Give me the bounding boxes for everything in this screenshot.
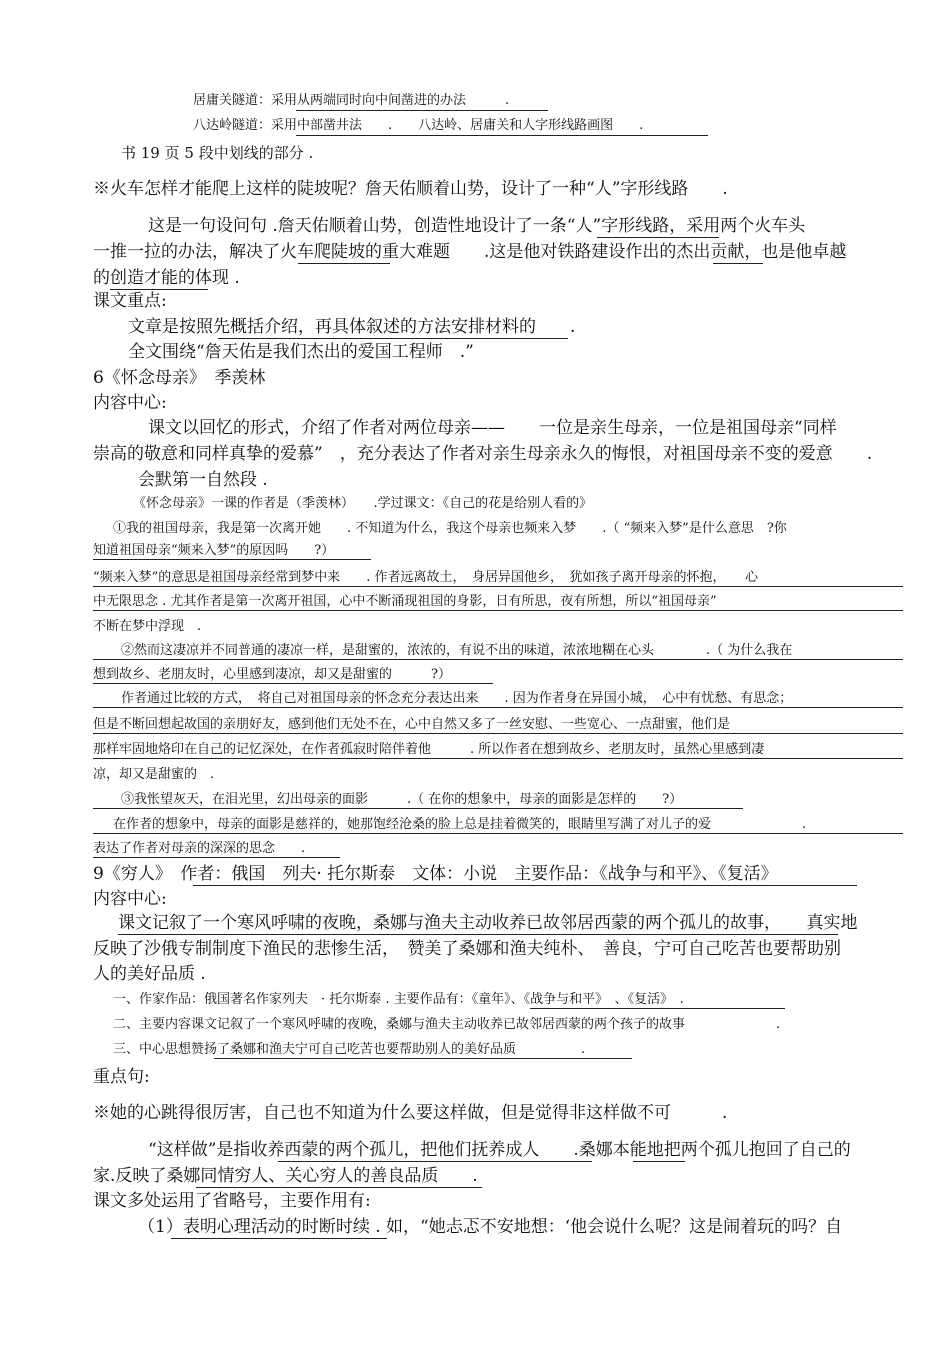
underline (597, 237, 719, 238)
section-key-points: 课文重点: (93, 291, 167, 311)
underline (93, 808, 743, 809)
underline (278, 1161, 592, 1162)
underline (93, 707, 903, 708)
answer-1-line-1: “频来入梦”的意思是祖国母亲经常到梦中来 . 作者远离故土， 身居异国他乡， 犹如孩子离开母亲的怀抱， 心 (93, 570, 759, 585)
key-point-1: 文章是按照先概括介绍，再具体叙述的方法安排材料的 . (128, 317, 576, 337)
content-center-heading: 内容中心: (93, 393, 167, 413)
answer-1-line-3: 不断在梦中浮现 . (93, 619, 202, 634)
underline (218, 338, 568, 339)
underline (196, 1187, 482, 1188)
underline (93, 659, 903, 660)
underline (296, 110, 548, 111)
quote-2: ②然而这凄凉并不同普通的凄凉一样，是甜蜜的，浓浓的，有说不出的味道，浓浓地糊在心头 .（ 为什么我在 (121, 643, 793, 658)
lesson-9-center-1: 课文记叙了一个寒风呼啸的夜晚，桑娜与渔夫主动收养已故邻居西蒙的两个孤儿的故事， 真实地 (118, 913, 858, 933)
ellipsis-usage-heading: 课文多处运用了省略号，主要作用有: (93, 1191, 371, 1211)
tunnel-juyongguan: 居庸关隧道：采用从两端同时向中间凿进的办法 . (193, 93, 510, 108)
answer-2-line-1: 作者通过比较的方式， 将自己对祖国母亲的怀念充分表达出来 . 因为作者身在异国小城， 心中有忧愁、有思念； (121, 691, 793, 706)
key-sentence-answer-1: “这样做”是指收养西蒙的两个孤儿，把他们抚养成人 .桑娜本能地把两个孤儿抱回了自己的 (148, 1140, 851, 1160)
textbook-reference: 书 19 页 5 段中划线的部分 . (121, 144, 314, 162)
underline (171, 1238, 387, 1239)
underline (633, 1161, 685, 1162)
lesson-9-title: 9《穷人》 作者：俄国 列夫· 托尔斯泰 文体：小说 主要作品：《战争与和平》、《复活》 (93, 864, 778, 884)
question-slope: ※火车怎样才能爬上这样的陡坡呢？詹天佑顺着山势，设计了一种“人”字形线路 . (93, 179, 728, 199)
underline (93, 586, 903, 587)
lesson-9-center-2: 反映了沙俄专制制度下渔民的悲惨生活， 赞美了桑娜和渔夫纯朴、 善良，宁可自己吃苦也要帮助别 (93, 939, 841, 959)
answer-2-line-3: 那样牢固地烙印在自己的记忆深处，在作者孤寂时陪伴着他 . 所以作者在想到故乡、老朋友时，虽然心里感到凄 (93, 742, 765, 757)
outline-3-theme: 三、中心思想赞扬了桑娜和渔夫宁可自己吃苦也要帮助别人的美好品质 . (113, 1042, 586, 1057)
answer-1-line-2: 中无限思念 . 尤其作者是第一次离开祖国，心中不断涌现祖国的身影，日有所思，夜有所想，所以“祖国母亲” (93, 594, 717, 609)
lesson-9-key-sentences: 重点句: (93, 1067, 150, 1087)
underline (118, 934, 838, 935)
answer-line-3: 的创造才能的体现 . (93, 268, 240, 288)
answer-3-line-1: 在作者的想象中，母亲的面影是慈祥的，她那饱经沧桑的脸上总是挂着微笑的，眼睛里写满了对儿子的爱 . (113, 817, 807, 832)
underline (713, 263, 763, 264)
lesson-6-title: 6《怀念母亲》 季羡林 (93, 368, 266, 388)
underline (93, 683, 493, 684)
answer-line-1: 这是一句设问句 .詹天佑顺着山势，创造性地设计了一条“人”字形线路，采用两个火车头 (148, 216, 806, 236)
underline (93, 758, 903, 759)
underline (530, 1008, 785, 1009)
underline (110, 289, 208, 290)
underline (298, 263, 390, 264)
outline-1-works: 一、作家作品：俄国著名作家列夫 · 托尔斯泰 . 主要作品有：《童年》、《战争与和平》 、《复活》 . (113, 992, 684, 1007)
answer-2-line-4: 凉，却又是甜蜜的 . (93, 767, 215, 782)
quote-1: ①我的祖国母亲，我是第一次离开她 . 不知道为什么，我这个母亲也频来入梦 .（ “频来入梦”是什么意思 ?你 (113, 521, 787, 536)
lesson-9-center-3: 人的美好品质 . (93, 964, 206, 984)
key-sentence-question: ※她的心跳得很厉害，自己也不知道为什么要这样做，但是觉得非这样做不可 . (93, 1103, 728, 1123)
ellipsis-usage-1: （1）表明心理活动的时断时续 . 如，“她忐忑不安地想：‘他会说什么呢？这是闹着玩的吗？自 (138, 1217, 843, 1237)
answer-line-2: 一推一拉的办法，解决了火车爬陡坡的重大难题 .这是他对铁路建设作出的杰出贡献，也是他卓越 (93, 242, 847, 262)
underline (93, 857, 340, 858)
tunnel-badaling: 八达岭隧道：采用中部凿井法 . 八达岭、居庸关和人字形线路画图 . (193, 118, 644, 133)
outline-2-content: 二、主要内容课文记叙了一个寒风呼啸的夜晚，桑娜与渔夫主动收养已故邻居西蒙的两个孩子的故事 . (113, 1017, 781, 1032)
underline (193, 885, 857, 886)
underline (214, 1058, 632, 1059)
quote-3: ③我怅望灰天，在泪光里，幻出母亲的面影 .（ 在你的想象中，母亲的面影是怎样的 ?） (121, 792, 683, 807)
answer-3-line-2: 表达了作者对母亲的深深的思念 . (93, 841, 306, 856)
lesson-6-author-note: 《怀念母亲》一课的作者是（季羡林） .学过课文：《自己的花是给别人看的》 (133, 496, 593, 511)
underline (93, 833, 903, 834)
key-point-2: 全文围绕“詹天佑是我们杰出的爱国工程师 .” (128, 342, 474, 362)
underline (296, 135, 708, 136)
underline (93, 559, 371, 560)
quote-2-cont: 想到故乡、老朋友时，心里感到凄凉，却又是甜蜜的 ?） (93, 667, 451, 682)
answer-2-line-2: 但是不断回想起故国的亲朋好友，感到他们无处不在，心中自然又多了一丝安慰、一些宽心、一点甜蜜，他们是 (93, 717, 731, 732)
lesson-9-content-center: 内容中心: (93, 889, 167, 909)
key-sentence-answer-2: 家.反映了桑娜同情穷人、关心穷人的善良品质 . (93, 1166, 478, 1186)
lesson-6-center-1: 课文以回忆的形式，介绍了作者对两位母亲—— 一位是亲生母亲，一位是祖国母亲“同样 (148, 418, 837, 438)
lesson-6-memorize: 会默第一自然段 . (138, 470, 268, 490)
underline (93, 610, 903, 611)
lesson-6-center-2: 崇高的敬意和同样真挚的爱慕” ，充分表达了作者对亲生母亲永久的悔恨，对祖国母亲不变的爱意 . (93, 444, 873, 464)
underline (93, 733, 903, 734)
quote-1-cont: 知道祖国母亲“频来入梦”的原因吗 ?） (93, 543, 335, 558)
